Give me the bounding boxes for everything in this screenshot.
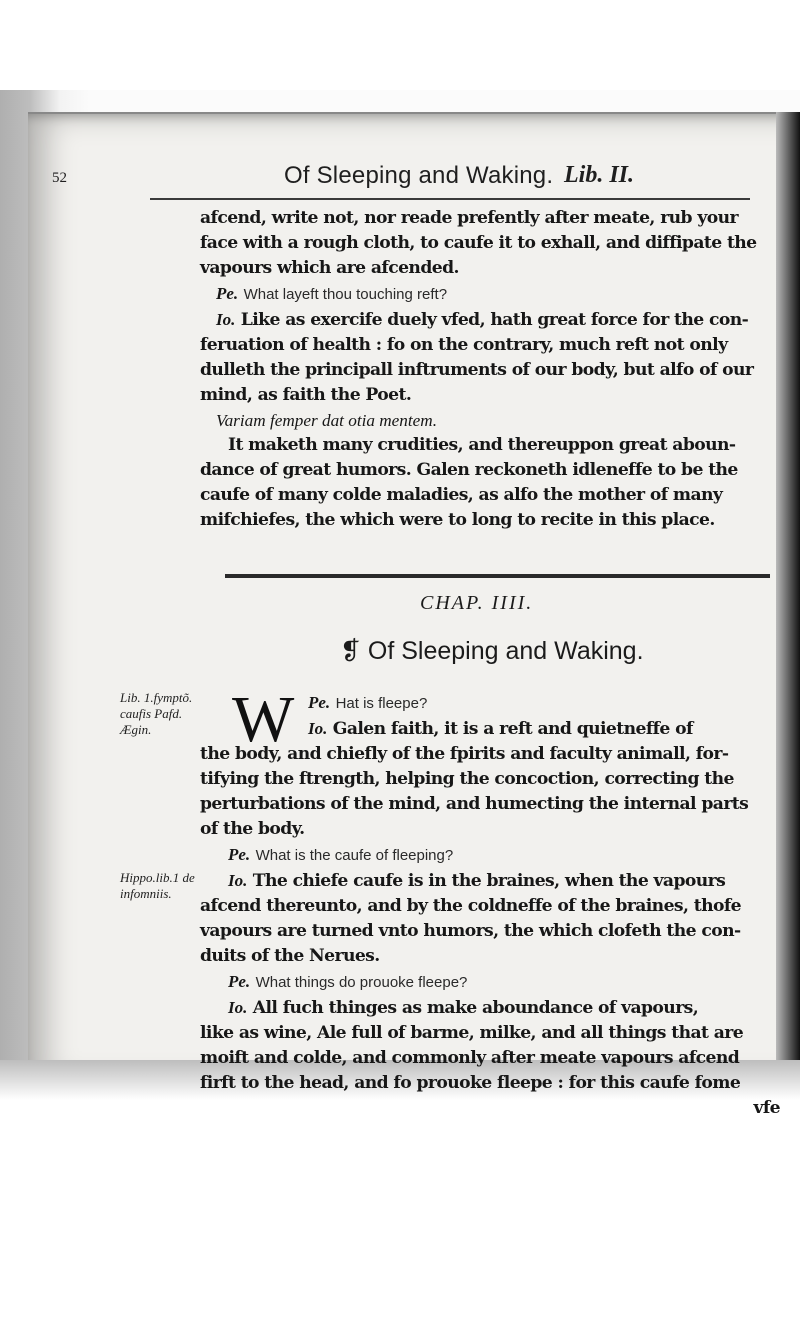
latin-quote: Variam femper dat otia mentem. <box>216 411 438 430</box>
chapter-heading: CHAP. IIII. <box>420 592 534 614</box>
chapter-title: ❡ Of Sleeping and Waking. <box>340 637 644 665</box>
answer-line: Io. Galen faith, it is a reft and quietneffe of <box>308 719 693 739</box>
text-line: duits of the Nerues. <box>200 946 380 966</box>
drop-capital: W <box>232 683 295 756</box>
text-line: dance of great humors. Galen reckoneth idleneffe to be the <box>200 460 738 480</box>
header-rule <box>150 198 750 200</box>
text-line: tifying the ftrength, helping the concoction, correcting the <box>200 769 734 789</box>
text-line: afcend, write not, nor reade prefently after meate, rub your <box>200 208 738 228</box>
margin-line: Lib. 1.fymptõ. <box>120 690 193 705</box>
text-line: firft to the head, and fo prouoke fleepe : for this caufe fome <box>200 1073 741 1093</box>
text-line: dulleth the principall inftruments of our body, but alfo of our <box>200 360 754 380</box>
text-line: feruation of health : fo on the contrary, much reft not only <box>200 335 728 355</box>
running-head-book: Lib. II. <box>564 162 635 188</box>
question-line: Pe. What things do prouoke fleepe? <box>228 972 468 991</box>
text-line: moift and colde, and commonly after meate vapours afcend <box>200 1048 740 1068</box>
text-block-chapter <box>200 683 790 1121</box>
answer-line: Io. All fuch thinges as make aboundance of vapours, <box>228 998 699 1018</box>
answer-line: Io. Like as exercife duely vfed, hath great force for the con- <box>216 310 749 330</box>
question-line: Pe. Hat is fleepe? <box>308 693 428 712</box>
margin-line: Ægin. <box>120 722 152 737</box>
text-line: It maketh many crudities, and thereuppon great aboun- <box>228 435 736 455</box>
text-line: perturbations of the mind, and humecting the internal parts <box>200 794 749 814</box>
margin-line: caufis Pafd. <box>120 706 183 721</box>
running-head-title: Of Sleeping and Waking. <box>284 162 554 189</box>
marginal-note-2 <box>120 870 230 902</box>
text-line: the body, and chiefly of the fpirits and faculty animall, for- <box>200 744 729 764</box>
margin-line: infomniis. <box>120 886 172 901</box>
question-line: Pe. What is the caufe of fleeping? <box>228 845 454 864</box>
text-line: afcend thereunto, and by the coldneffe of the braines, thofe <box>200 896 741 916</box>
text-line: vapours which are afcended. <box>200 258 459 278</box>
question-line: Pe. What layeft thou touching reft? <box>216 284 448 303</box>
text-line: caufe of many colde maladies, as alfo the mother of many <box>200 485 723 505</box>
text-line: mind, as faith the Poet. <box>200 385 412 405</box>
catchword: vfe <box>753 1098 780 1118</box>
answer-line: Io. The chiefe caufe is in the braines, when the vapours <box>228 871 726 891</box>
text-line: like as wine, Ale full of barme, milke, and all things that are <box>200 1023 744 1043</box>
text-line: of the body. <box>200 819 305 839</box>
text-line: face with a rough cloth, to caufe it to exhall, and diffipate the <box>200 233 757 253</box>
margin-line: Hippo.lib.1 de <box>120 870 195 885</box>
text-line: vapours are turned vnto humors, the which clofeth the con- <box>200 921 741 941</box>
text-block-top <box>200 206 790 533</box>
running-header <box>52 158 752 192</box>
section-rule <box>225 574 770 578</box>
page-number: 52 <box>52 170 67 186</box>
text-line: mifchiefes, the which were to long to recite in this place. <box>200 510 715 530</box>
